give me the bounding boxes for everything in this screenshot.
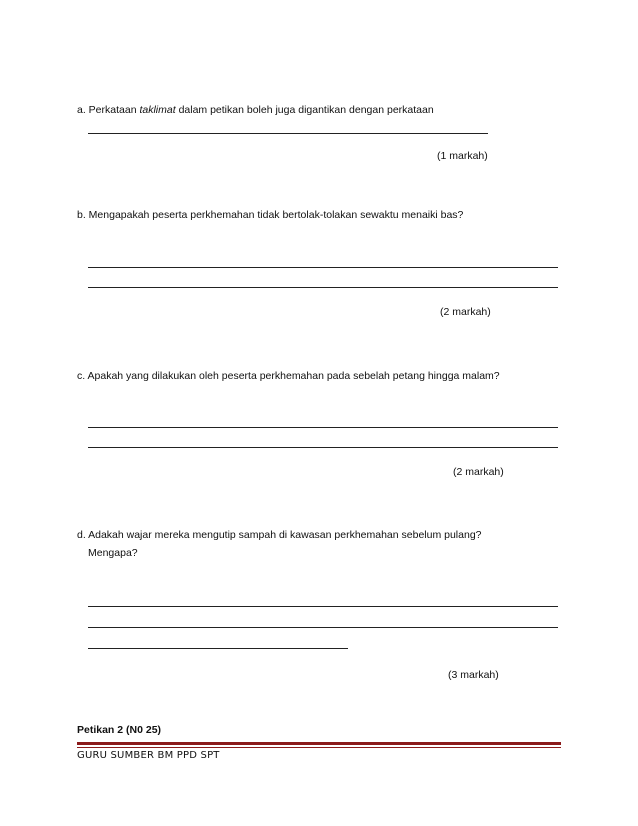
question-a (77, 103, 434, 117)
answer-line-d2[interactable] (88, 627, 558, 628)
answer-line-d1[interactable] (88, 606, 558, 607)
answer-line-b1[interactable] (88, 267, 558, 268)
marks-a: (1 markah) (437, 150, 488, 162)
question-c: c. Apakah yang dilakukan oleh peserta perkhemahan pada sebelah petang hingga malam? (77, 370, 500, 382)
marks-d: (3 markah) (448, 669, 499, 681)
question-a-suffix: dalam petikan boleh juga digantikan dengan perkataan (175, 104, 434, 116)
section-heading: Petikan 2 (N0 25) (77, 724, 162, 736)
answer-line-d3[interactable] (88, 648, 348, 649)
footer-rule-thin (77, 747, 561, 748)
answer-line-a1[interactable] (88, 133, 488, 134)
answer-line-b2[interactable] (88, 287, 558, 288)
answer-line-c2[interactable] (88, 447, 558, 448)
question-b: b. Mengapakah peserta perkhemahan tidak bertolak-tolakan sewaktu menaiki bas? (77, 209, 464, 221)
question-d: d. Adakah wajar mereka mengutip sampah di kawasan perkhemahan sebelum pulang? (77, 529, 482, 541)
footer-rule-thick (77, 742, 561, 745)
page-footer: GURU SUMBER BM PPD SPT (77, 750, 220, 761)
answer-line-c1[interactable] (88, 427, 558, 428)
marks-b: (2 markah) (440, 306, 491, 318)
marks-c: (2 markah) (453, 466, 504, 478)
question-a-keyword: taklimat (139, 104, 176, 116)
question-d-line2: Mengapa? (88, 547, 138, 559)
question-a-prefix: a. Perkataan (77, 104, 140, 116)
